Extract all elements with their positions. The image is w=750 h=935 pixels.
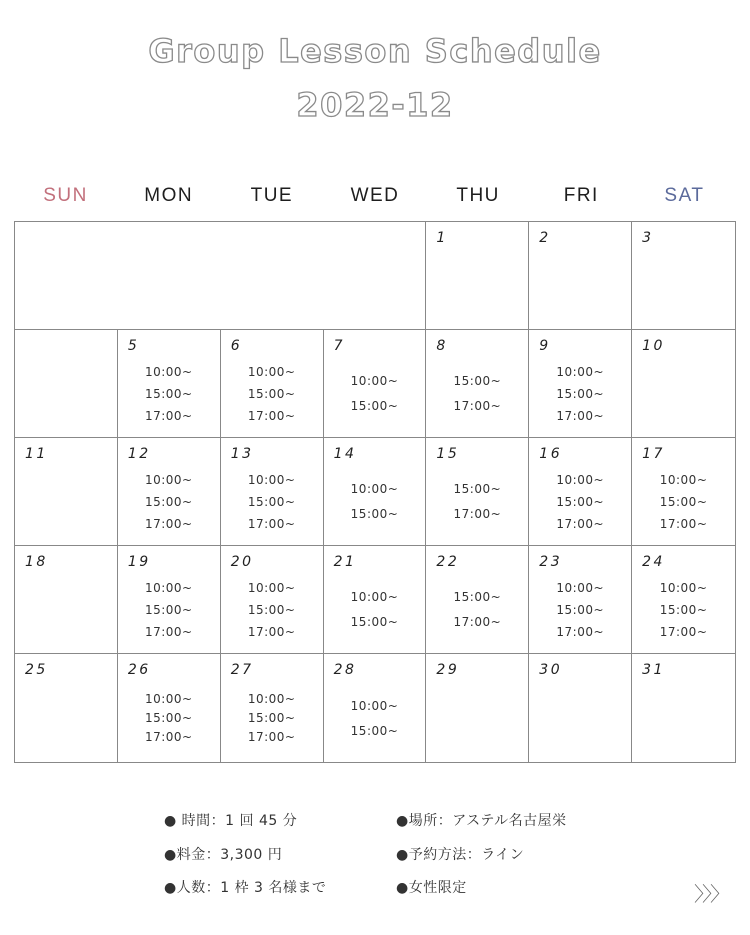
lesson-time: 17:00~ [556, 408, 605, 423]
day-number: 30 [539, 662, 563, 678]
lesson-time: 17:00~ [556, 516, 605, 531]
lesson-time: 17:00~ [144, 408, 193, 423]
lesson-time: 10:00~ [659, 472, 708, 487]
weekday-sat: SAT [664, 185, 705, 206]
lesson-times [221, 572, 323, 647]
lesson-time: 10:00~ [144, 580, 193, 595]
lesson-time: 15:00~ [350, 615, 399, 629]
calendar-day-cell [15, 654, 118, 762]
day-number: 28 [333, 662, 357, 678]
lesson-time: 15:00~ [144, 494, 193, 509]
lesson-time: 10:00~ [144, 364, 193, 379]
calendar-day-cell [632, 438, 735, 546]
lesson-time: 10:00~ [556, 580, 605, 595]
calendar-empty-cell [15, 330, 118, 438]
calendar-day-cell [426, 438, 529, 546]
lesson-time: 10:00~ [556, 472, 605, 487]
calendar-day-cell [324, 654, 427, 762]
lesson-time: 15:00~ [453, 482, 502, 496]
lesson-time: 17:00~ [556, 624, 605, 639]
lesson-time: 15:00~ [556, 386, 605, 401]
lesson-time: 15:00~ [350, 723, 399, 738]
lesson-time: 17:00~ [144, 516, 193, 531]
day-number: 29 [436, 662, 460, 678]
lesson-time: 17:00~ [453, 399, 502, 413]
day-number: 11 [25, 446, 48, 462]
calendar-day-cell [426, 654, 529, 762]
calendar-day-cell [529, 330, 632, 438]
lesson-time: 17:00~ [247, 516, 296, 531]
lesson-time: 17:00~ [659, 516, 708, 531]
calendar-day-cell [324, 546, 427, 654]
lesson-times [632, 572, 735, 647]
day-number: 14 [333, 446, 357, 462]
day-number: 24 [642, 554, 665, 570]
next-page-arrows-icon[interactable]: 〉〉〉 [694, 882, 728, 906]
lesson-time: 10:00~ [247, 692, 296, 706]
day-number: 17 [642, 446, 665, 462]
weekday-sun: SUN [43, 185, 88, 206]
lesson-time: 10:00~ [659, 580, 708, 595]
lesson-time: 17:00~ [659, 624, 708, 639]
lesson-time: 17:00~ [144, 730, 193, 744]
calendar-day-cell [426, 330, 529, 438]
lesson-time: 17:00~ [144, 624, 193, 639]
day-number: 27 [230, 662, 254, 678]
lesson-times [324, 572, 426, 647]
page-title: Group Lesson Schedule [148, 32, 602, 70]
day-number: 5 [127, 338, 140, 354]
day-number: 3 [642, 230, 654, 246]
calendar-day-cell [118, 330, 221, 438]
lesson-time: 17:00~ [453, 507, 502, 521]
calendar-grid [14, 221, 736, 763]
lesson-time: 10:00~ [247, 580, 296, 595]
lesson-time: 15:00~ [350, 507, 399, 521]
calendar-day-cell [632, 330, 735, 438]
calendar-day-cell [632, 654, 735, 762]
lesson-time: 15:00~ [659, 494, 708, 509]
lesson-time: 15:00~ [247, 494, 296, 509]
lesson-times [324, 356, 426, 431]
weekday-thu: THU [456, 185, 500, 206]
calendar-day-cell [118, 438, 221, 546]
lesson-times [529, 356, 631, 431]
lesson-time: 15:00~ [144, 711, 193, 725]
lesson-time: 10:00~ [556, 364, 605, 379]
day-number: 1 [436, 230, 448, 246]
calendar-day-cell [15, 438, 118, 546]
info-booking: ●予約方法：ライン [396, 847, 525, 863]
info-women-only: ●女性限定 [396, 880, 467, 896]
lesson-time: 10:00~ [247, 364, 296, 379]
calendar-day-cell [118, 654, 221, 762]
day-number: 12 [127, 446, 151, 462]
calendar-day-cell [324, 438, 427, 546]
calendar-day-cell [15, 546, 118, 654]
lesson-time: 15:00~ [247, 711, 296, 725]
lesson-times [426, 572, 528, 647]
info-location: ●場所：アステル名古屋栄 [396, 813, 567, 829]
lesson-times [221, 680, 323, 756]
calendar-day-cell [324, 330, 427, 438]
lesson-time: 10:00~ [350, 590, 399, 604]
calendar-day-cell [221, 546, 324, 654]
calendar-day-cell [529, 438, 632, 546]
day-number: 10 [642, 338, 665, 354]
calendar-day-cell [529, 222, 632, 330]
lesson-time: 17:00~ [247, 730, 296, 744]
day-number: 2 [539, 230, 551, 246]
lesson-times [221, 356, 323, 431]
day-number: 22 [436, 554, 460, 570]
calendar-day-cell [529, 546, 632, 654]
lesson-time: 15:00~ [144, 602, 193, 617]
lesson-times [426, 356, 528, 431]
calendar-day-cell [221, 654, 324, 762]
lesson-times [529, 572, 631, 647]
day-number: 23 [539, 554, 563, 570]
weekday-fri: FRI [563, 185, 599, 206]
calendar-day-cell [632, 546, 735, 654]
lesson-time: 17:00~ [247, 408, 296, 423]
day-number: 13 [230, 446, 254, 462]
lesson-time: 15:00~ [556, 602, 605, 617]
calendar-day-cell [426, 546, 529, 654]
lesson-times [324, 680, 426, 756]
day-number: 21 [333, 554, 357, 570]
calendar-day-cell [221, 438, 324, 546]
lesson-time: 17:00~ [247, 624, 296, 639]
lesson-time: 15:00~ [350, 399, 399, 413]
lesson-times [426, 464, 528, 539]
lesson-times [118, 572, 220, 647]
lesson-time: 10:00~ [350, 482, 399, 496]
lesson-time: 15:00~ [453, 374, 502, 388]
lesson-time: 10:00~ [144, 472, 193, 487]
lesson-times [632, 464, 735, 539]
calendar-day-cell [426, 222, 529, 330]
day-number: 26 [127, 662, 151, 678]
calendar-day-cell [118, 546, 221, 654]
month-label: 2022-12 [296, 86, 454, 124]
day-number: 20 [230, 554, 254, 570]
day-number: 15 [436, 446, 460, 462]
weekday-mon: MON [144, 185, 194, 206]
lesson-time: 10:00~ [144, 692, 193, 706]
lesson-times [221, 464, 323, 539]
lesson-time: 15:00~ [453, 590, 502, 604]
lesson-times [118, 356, 220, 431]
info-capacity: ●人数：1 枠 3 名様まで [164, 880, 327, 896]
calendar-day-cell [221, 330, 324, 438]
lesson-times [324, 464, 426, 539]
calendar-day-cell [529, 654, 632, 762]
weekday-header-row [14, 185, 736, 211]
day-number: 18 [25, 554, 48, 570]
day-number: 7 [333, 338, 345, 354]
day-number: 19 [127, 554, 151, 570]
day-number: 8 [436, 338, 448, 354]
lesson-times [118, 680, 220, 756]
lesson-time: 15:00~ [247, 602, 296, 617]
lesson-time: 17:00~ [453, 615, 502, 629]
day-number: 6 [230, 338, 243, 354]
calendar-empty-cell [15, 222, 426, 330]
info-price: ●料金：3,300 円 [164, 847, 283, 863]
weekday-tue: TUE [250, 185, 294, 206]
lesson-time: 15:00~ [556, 494, 605, 509]
lesson-times [529, 464, 631, 539]
calendar-day-cell [632, 222, 735, 330]
day-number: 31 [642, 662, 665, 678]
lesson-time: 10:00~ [350, 698, 399, 713]
lesson-time: 15:00~ [659, 602, 708, 617]
day-number: 9 [539, 338, 551, 354]
day-number: 25 [25, 662, 48, 678]
lesson-time: 10:00~ [350, 374, 399, 388]
lesson-time: 10:00~ [247, 472, 296, 487]
day-number: 16 [539, 446, 563, 462]
info-duration: ● 時間：1 回 45 分 [164, 813, 298, 829]
lesson-time: 15:00~ [144, 386, 193, 401]
lesson-time: 15:00~ [247, 386, 296, 401]
lesson-times [118, 464, 220, 539]
weekday-wed: WED [350, 185, 400, 206]
